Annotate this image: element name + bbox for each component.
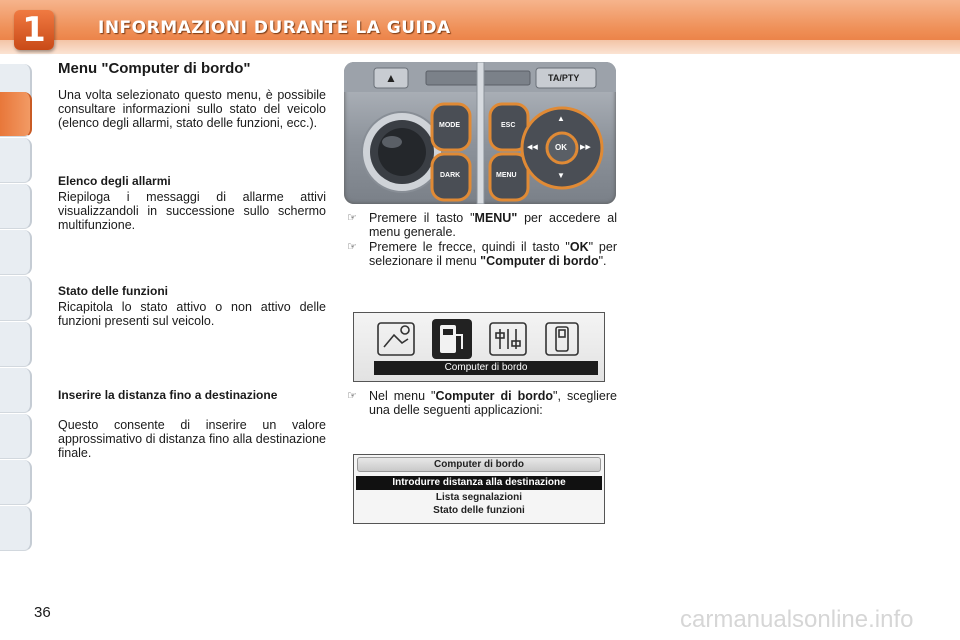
chapter-tab[interactable] xyxy=(0,276,32,321)
chapter-tabs xyxy=(0,64,34,579)
page-number: 36 xyxy=(34,604,51,621)
chapter-tab[interactable] xyxy=(0,414,32,459)
pointing-hand-icon: ☞ xyxy=(347,389,357,402)
trip-computer-menu-title: Computer di bordo xyxy=(357,457,601,472)
chapter-tab[interactable] xyxy=(0,322,32,367)
chapter-tab[interactable] xyxy=(0,368,32,413)
step-text: ", scegliere una delle seguenti applicazioni: xyxy=(369,389,617,417)
chapter-tab[interactable] xyxy=(0,138,32,183)
header-underline xyxy=(0,40,960,54)
ok-button[interactable]: OK xyxy=(555,143,567,152)
instruction-step xyxy=(347,389,617,417)
section-title: Menu "Computer di bordo" xyxy=(58,60,251,77)
arrow-down-icon[interactable]: ▼ xyxy=(557,171,565,180)
chapter-number-badge: 1 xyxy=(14,10,54,50)
menu-button[interactable]: MENU xyxy=(496,172,517,179)
radio-control-panel xyxy=(344,62,616,204)
chapter-tab[interactable] xyxy=(0,184,32,229)
arrow-left-icon[interactable]: ◀◀ xyxy=(527,144,538,151)
step-text: Premere le frecce, quindi il tasto " xyxy=(369,240,570,254)
step-key: OK xyxy=(569,240,589,254)
menu-option-enter-distance[interactable]: Introdurre distanza alla destinazione xyxy=(356,476,602,490)
instruction-step xyxy=(347,211,617,239)
alarm-list-title: Elenco degli allarmi xyxy=(58,174,171,188)
watermark-text: carmanualsonline.info xyxy=(680,606,914,633)
step-text: " per selezionare il menu xyxy=(369,240,618,268)
alarm-list-text: Riepiloga i messaggi di allarme attivi visualizzandoli in successione sullo schermo multifunzione. xyxy=(58,190,326,232)
main-menu-selected-item[interactable]: Computer di bordo xyxy=(374,361,598,375)
distance-text: Questo consente di inserire un valore approssimativo di distanza fino alla destinazione finale. xyxy=(58,418,326,460)
ta-pty-button[interactable]: TA/PTY xyxy=(548,73,580,83)
esc-button[interactable]: ESC xyxy=(501,122,516,129)
step-text: Premere il tasto " xyxy=(369,211,475,225)
function-status-title: Stato delle funzioni xyxy=(58,284,168,298)
chapter-tab[interactable] xyxy=(0,460,32,505)
intro-paragraph: Una volta selezionato questo menu, è possibile consultare informazioni sullo stato del veicolo (elenco degli allarmi, stato delle funzioni, ecc.). xyxy=(58,88,326,130)
instruction-step xyxy=(347,240,617,268)
step-text: ". xyxy=(598,254,607,268)
pointing-hand-icon: ☞ xyxy=(347,211,357,224)
dark-button[interactable]: DARK xyxy=(440,172,461,179)
chapter-tab-active[interactable] xyxy=(0,92,32,137)
step-menu-name: "Computer di bordo xyxy=(480,254,599,268)
chapter-tab[interactable] xyxy=(0,230,32,275)
function-status-text: Ricapitola lo stato attivo o non attivo delle funzioni presenti sul veicolo. xyxy=(58,300,326,328)
menu-option-alarm-list[interactable]: Lista segnalazioni xyxy=(435,492,523,503)
step-key: MENU" xyxy=(474,211,518,225)
mode-button[interactable]: MODE xyxy=(439,122,460,129)
display-trip-computer-menu xyxy=(353,454,605,524)
arrow-right-icon[interactable]: ▶▶ xyxy=(580,144,591,151)
step-text: per accedere al menu generale. xyxy=(369,211,617,239)
arrow-up-icon[interactable]: ▲ xyxy=(557,114,565,123)
chapter-title: INFORMAZIONI DURANTE LA GUIDA xyxy=(98,18,451,38)
pointing-hand-icon: ☞ xyxy=(347,240,357,253)
display-main-menu xyxy=(353,312,605,382)
step-text: Nel menu " xyxy=(369,389,436,403)
distance-title: Inserire la distanza fino a destinazione xyxy=(58,388,278,402)
step-menu-name: Computer di bordo xyxy=(435,389,554,403)
eject-button[interactable]: ▲ xyxy=(385,71,397,85)
chapter-tab[interactable] xyxy=(0,506,32,551)
menu-option-function-status[interactable]: Stato delle funzioni xyxy=(433,505,525,516)
